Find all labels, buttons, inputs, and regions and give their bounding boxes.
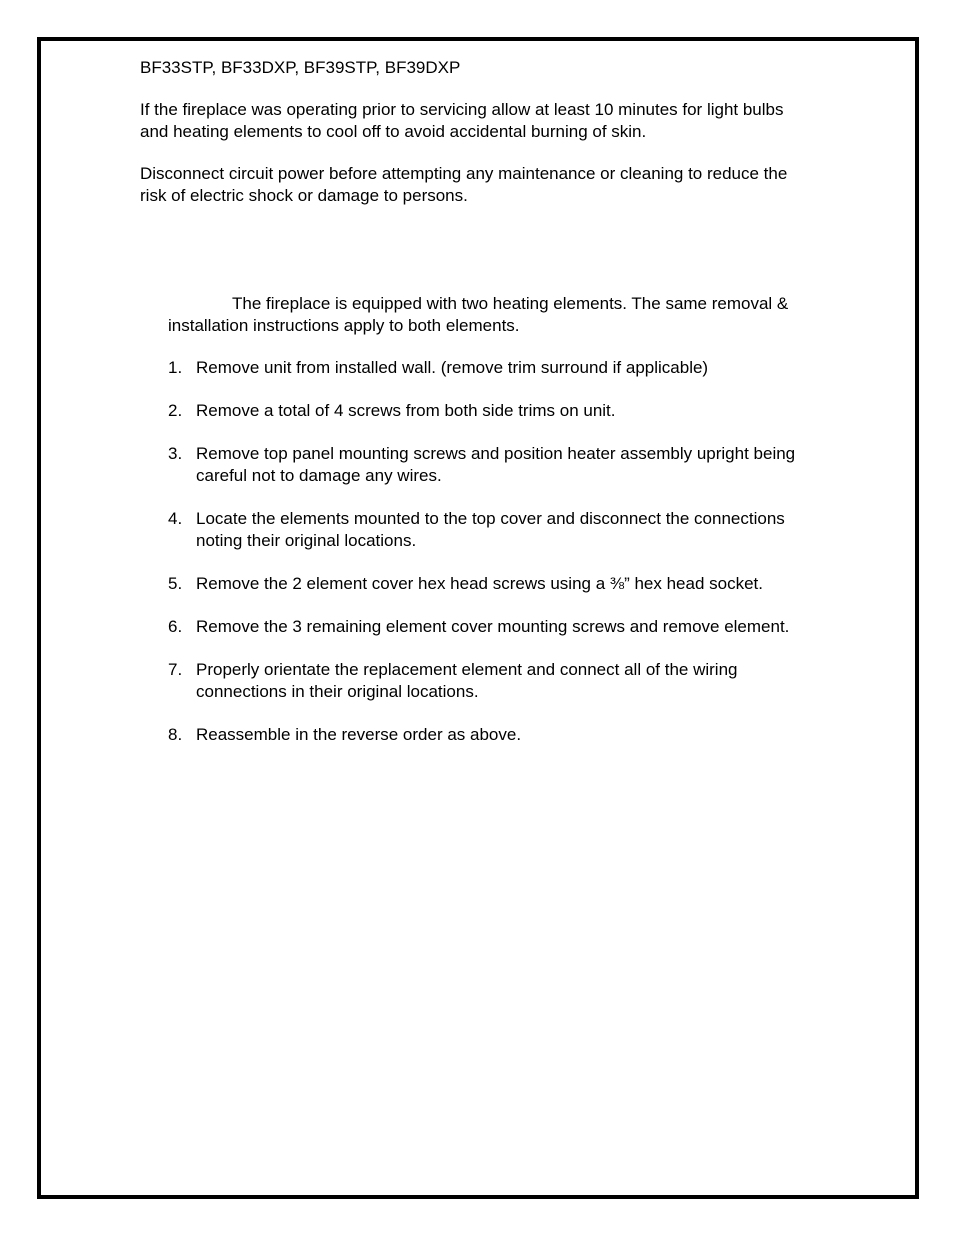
step-item [168, 724, 795, 746]
step-number: 7. [168, 660, 183, 679]
step-item [168, 616, 795, 638]
step-item [168, 443, 795, 487]
power-warning [140, 163, 787, 207]
step-number: 6. [168, 617, 183, 636]
power-warning-line-2: risk of electric shock or damage to persons. [140, 186, 468, 205]
step-text-line-2: connections in their original locations. [196, 682, 479, 701]
step-text-line-1: Remove unit from installed wall. (remove trim surround if applicable) [196, 358, 709, 377]
step-number: 1. [168, 358, 183, 377]
step-number: 4. [168, 509, 183, 528]
step-text-line-1: Properly orientate the replacement element and connect all of the wiring [196, 660, 738, 679]
step-number: 8. [168, 725, 183, 744]
step-text-line-1: Remove the 3 remaining element cover mounting screws and remove element. [196, 617, 790, 636]
intro-line-2: installation instructions apply to both elements. [168, 316, 520, 335]
intro-line-1 [168, 293, 788, 315]
step-number: 2. [168, 401, 183, 420]
step-text-line-1: Remove the 2 element cover hex head screws using a ⅜” hex head socket. [196, 574, 763, 593]
step-text-line-1: Remove top panel mounting screws and position heater assembly upright being [196, 444, 796, 463]
power-warning-line-1: Disconnect circuit power before attempting any maintenance or cleaning to reduce the [140, 164, 788, 183]
cooling-warning-line-2: and heating elements to cool off to avoid accidental burning of skin. [140, 122, 647, 141]
model-numbers: BF33STP, BF33DXP, BF39STP, BF39DXP [140, 58, 461, 77]
step-item [168, 573, 795, 595]
step-text-line-2: noting their original locations. [196, 531, 417, 550]
step-text-line-1: Locate the elements mounted to the top cover and disconnect the connections [196, 509, 785, 528]
cooling-warning [140, 99, 784, 143]
step-text-line-2: careful not to damage any wires. [196, 466, 442, 485]
step-item [168, 659, 795, 703]
step-number: 5. [168, 574, 183, 593]
step-item [168, 400, 795, 422]
intro-line-1-text: The fireplace is equipped with two heating elements. The same removal & [232, 294, 789, 313]
instruction-steps [168, 357, 795, 767]
step-item [168, 508, 795, 552]
cooling-warning-line-1: If the fireplace was operating prior to servicing allow at least 10 minutes for light bulbs [140, 100, 784, 119]
step-text-line-1: Reassemble in the reverse order as above. [196, 725, 522, 744]
step-item [168, 357, 795, 379]
step-number: 3. [168, 444, 183, 463]
intro-paragraph [168, 293, 788, 337]
step-text-line-1: Remove a total of 4 screws from both side trims on unit. [196, 401, 616, 420]
